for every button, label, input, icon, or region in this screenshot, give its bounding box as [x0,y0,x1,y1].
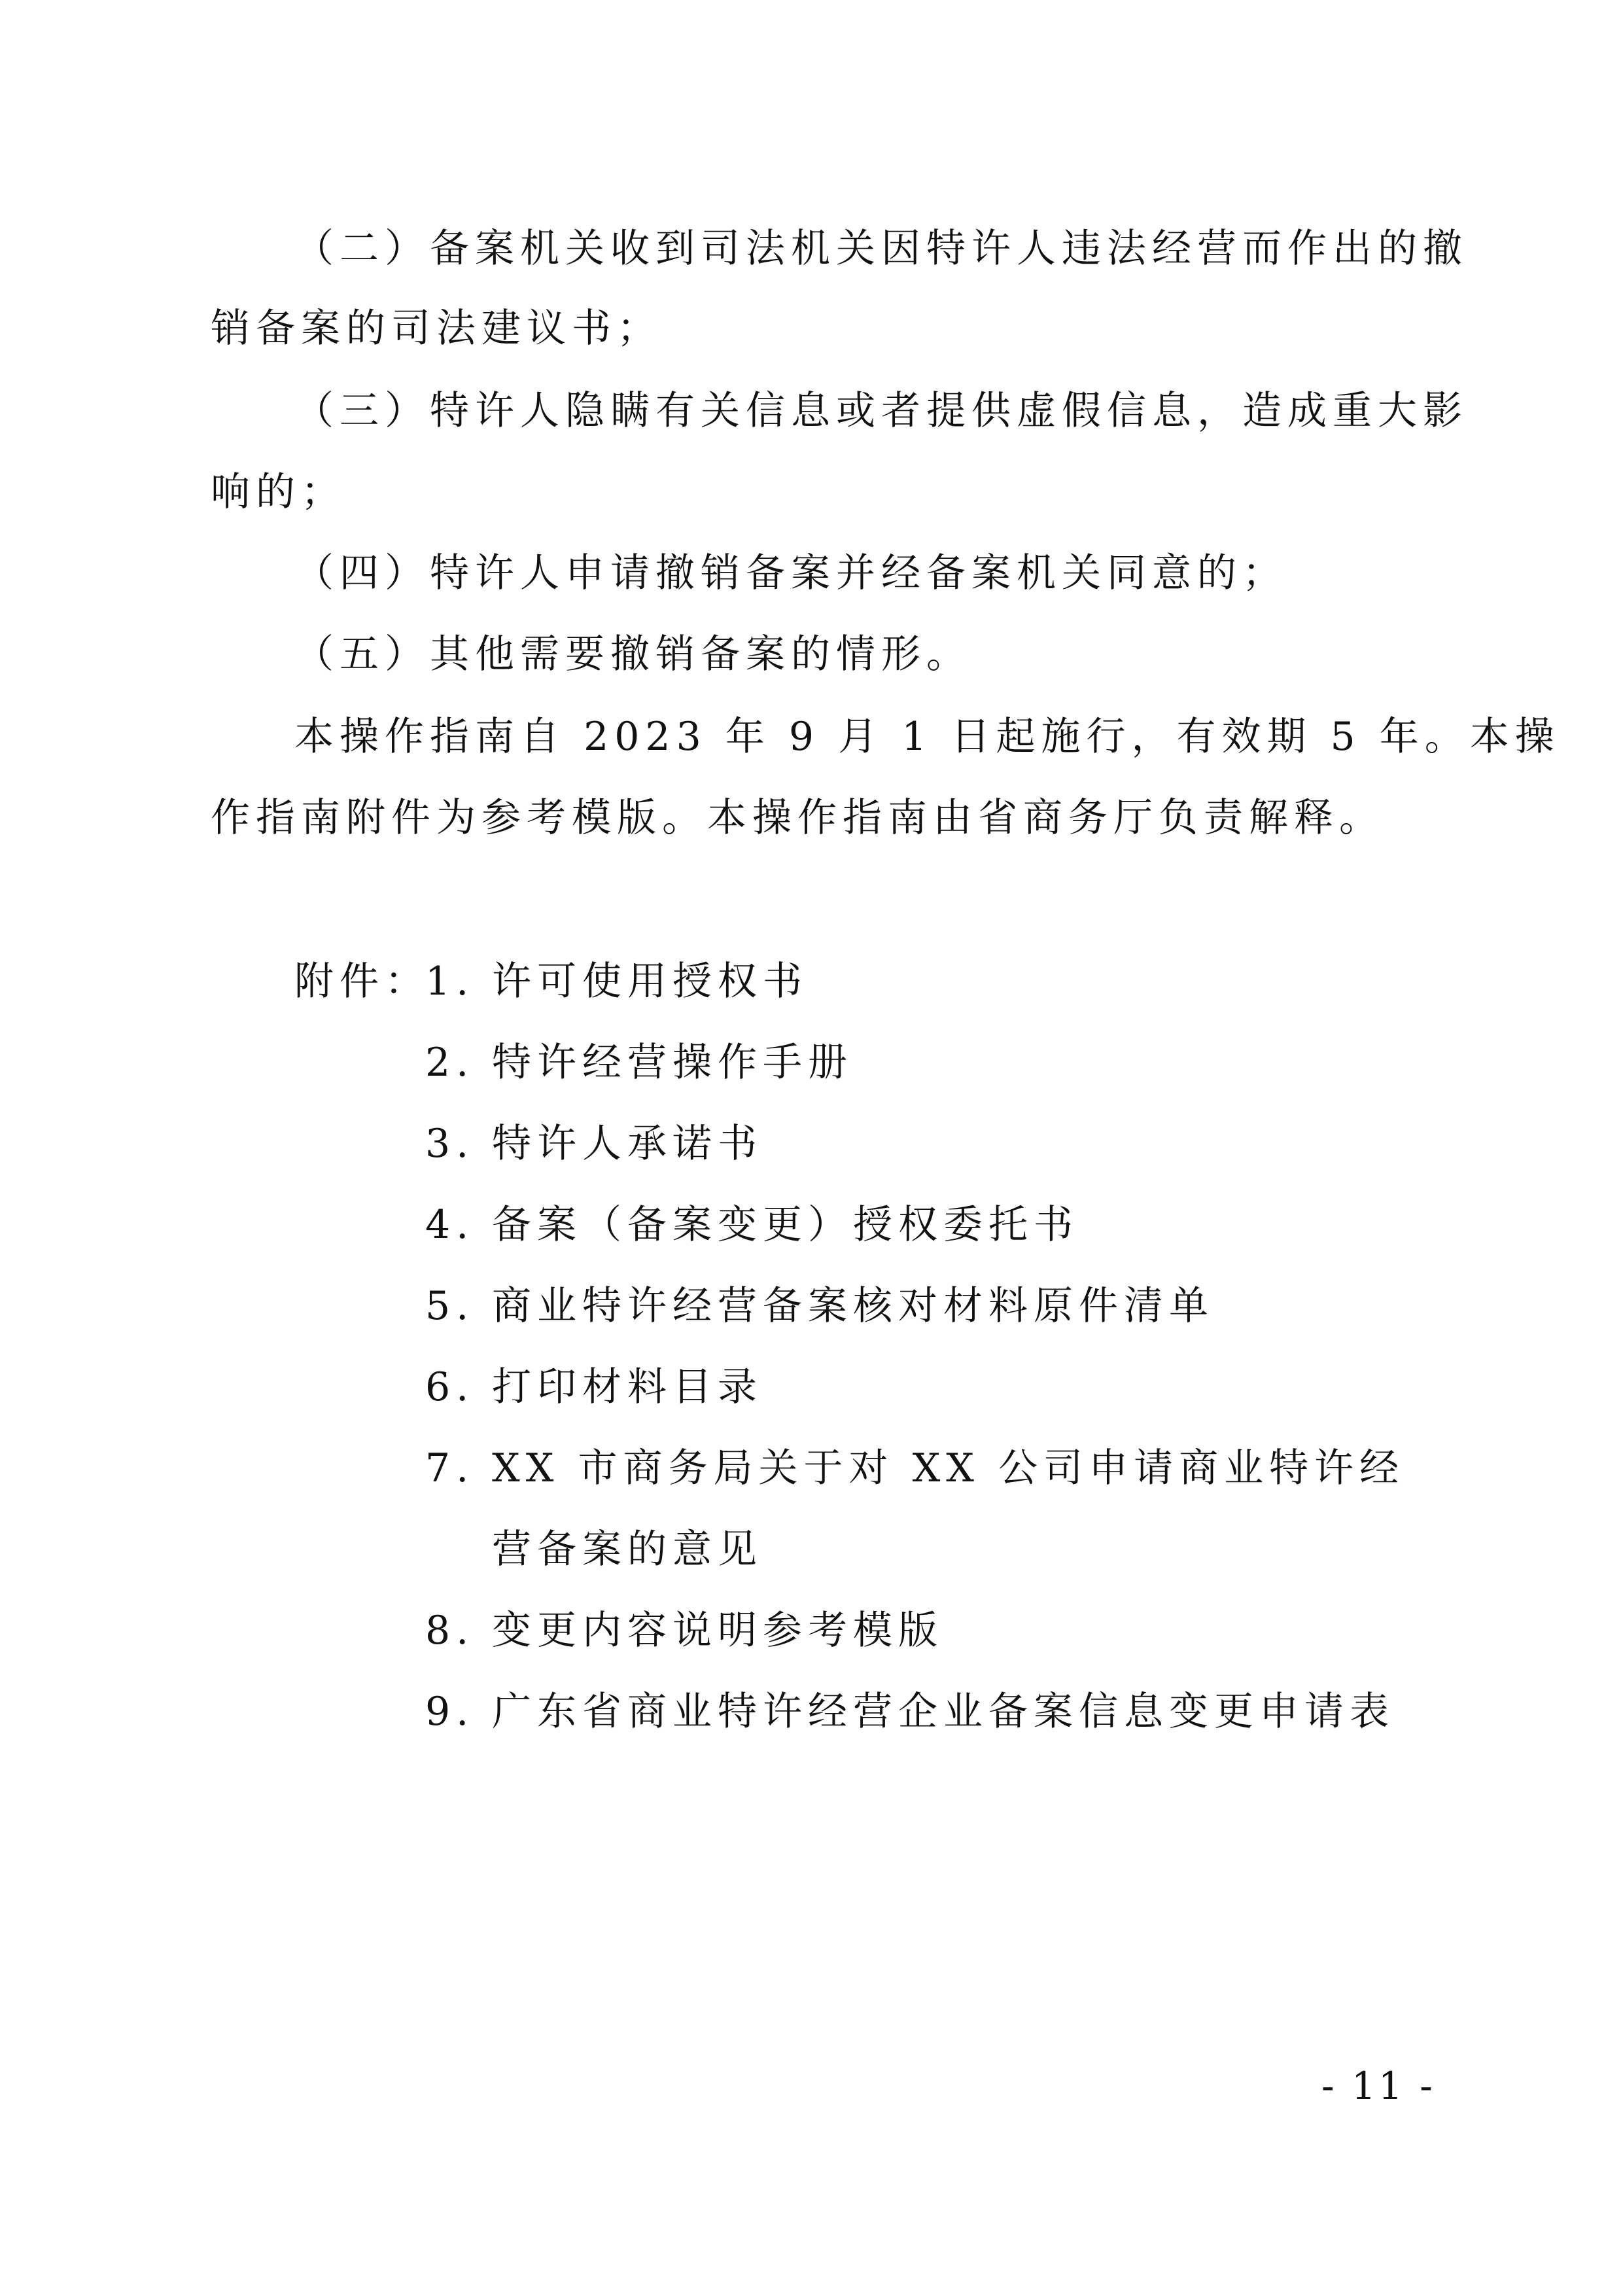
paragraph-3-line-2: 响的； [211,469,346,515]
attachment-item: XX 市商务局关于对 XX 公司申请商业特许经 [492,1445,1405,1491]
effective-paragraph-line-1: 本操作指南自 2023 年 9 月 1 日起施行，有效期 5 年。本操 [294,714,1560,760]
page-number: - 11 - [1321,2064,1435,2108]
attachment-item: 特许经营操作手册 [492,1040,853,1086]
attachment-number: 9. [425,1689,475,1735]
attachment-item: 变更内容说明参考模版 [492,1608,943,1653]
attachments-label: 附件： [294,959,430,1004]
paragraph-2-line-1: （二）备案机关收到司法机关因特许人违法经营而作出的撤 [294,226,1468,272]
attachment-number: 1. [425,959,475,1004]
attachment-number: 5. [425,1283,475,1329]
attachment-item: 备案（备案变更）授权委托书 [492,1202,1079,1248]
attachment-number: 4. [425,1202,475,1248]
attachment-number: 6. [425,1364,475,1410]
attachment-item: 许可使用授权书 [492,959,808,1004]
attachment-number: 2. [425,1040,475,1086]
attachment-item: 广东省商业特许经营企业备案信息变更申请表 [492,1689,1395,1735]
attachment-item-continuation: 营备案的意见 [492,1527,763,1572]
attachment-item: 商业特许经营备案核对材料原件清单 [492,1283,1214,1329]
paragraph-2-line-2: 销备案的司法建议书； [211,306,662,351]
attachment-number: 7. [425,1445,475,1491]
paragraph-4-line-1: （四）特许人申请撤销备案并经备案机关同意的； [294,550,1287,596]
attachment-item: 打印材料目录 [492,1364,763,1410]
attachment-number: 8. [425,1608,475,1653]
effective-paragraph-line-2: 作指南附件为参考模版。本操作指南由省商务厅负责解释。 [211,795,1384,841]
paragraph-5-line-1: （五）其他需要撤销备案的情形。 [294,631,971,677]
attachment-number: 3. [425,1121,475,1167]
paragraph-3-line-1: （三）特许人隐瞒有关信息或者提供虚假信息，造成重大影 [294,388,1468,434]
attachment-item: 特许人承诺书 [492,1121,763,1167]
